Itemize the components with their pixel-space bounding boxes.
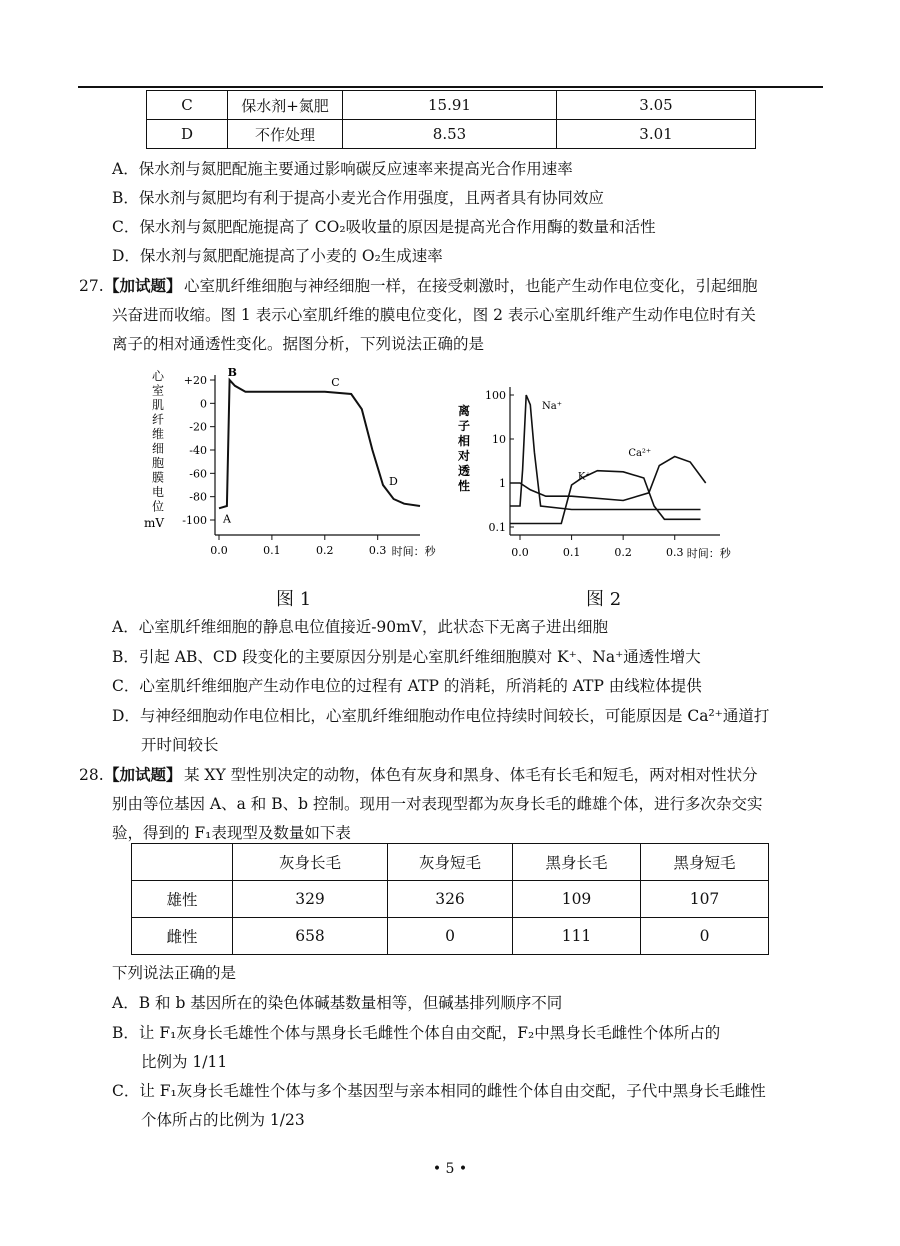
figure1-ylabel-char: 胞 xyxy=(152,456,165,470)
figure1-ytick-label: 0 xyxy=(200,397,207,411)
figure2-xtick-label: 0.1 xyxy=(562,546,581,559)
figure2-ytick-label: 100 xyxy=(485,389,506,402)
figure2-xtick-label: 0.2 xyxy=(614,546,632,559)
figure2-ca-label: Ca²⁺ xyxy=(628,447,652,459)
figure1-xtick-label: 0.0 xyxy=(210,544,228,557)
q26-option-b: B．保水剂与氮肥均有利于提高小麦光合作用强度，且两者具有协同效应 xyxy=(112,189,604,207)
f1-phenotype-table xyxy=(131,843,769,955)
table-cell: 15.91 xyxy=(343,91,557,120)
figure2-ca-line xyxy=(510,471,701,524)
table-cell: 658 xyxy=(233,918,388,955)
figure1-ylabel-char: 细 xyxy=(152,441,165,456)
q26-option-c: C．保水剂与氮肥配施提高了 CO₂吸收量的原因是提高光合作用酶的数量和活性 xyxy=(112,218,656,236)
q28-option-a: A．B 和 b 基因所在的染色体碱基数量相等，但碱基排列顺序不同 xyxy=(112,994,563,1012)
table-row xyxy=(147,120,756,149)
table-cell: 107 xyxy=(641,881,769,918)
figure2-ylabel-char: 离 xyxy=(458,404,471,418)
figure2-xticks xyxy=(511,535,683,559)
q28-stem-line: 某 XY 型性别决定的动物，体色有灰身和黑身、体毛有长毛和短毛，两对相对性状分 xyxy=(184,766,758,784)
table-cell: 3.05 xyxy=(557,91,756,120)
figure2-caption: 图 2 xyxy=(586,589,622,610)
figure2-ytick-label: 0.1 xyxy=(488,521,506,534)
figure1-ylabel-char: 心 xyxy=(152,369,165,383)
figure1-xticks xyxy=(210,535,386,557)
figure1-ylabel-char: 位 xyxy=(152,499,165,514)
figure1-point-c: C xyxy=(331,376,340,389)
q28-option-c-cont: 个体所占的比例为 1/23 xyxy=(141,1111,305,1129)
q28-option-c: C．让 F₁灰身长毛雄性个体与多个基因型与亲本相同的雌性个体自由交配，子代中黑身长毛雌性 xyxy=(112,1082,766,1100)
q28-stem-line: 验，得到的 F₁表现型及数量如下表 xyxy=(112,824,351,842)
figure2-chart xyxy=(450,375,750,570)
figure2-ylabel xyxy=(457,403,470,493)
table-header-cell: 黑身短毛 xyxy=(641,844,769,881)
table-header-cell: 灰身长毛 xyxy=(233,844,388,881)
figure1-ylabel-char: 维 xyxy=(152,427,165,441)
figure1-ytick-label: -60 xyxy=(189,467,207,481)
q27-tag: 【加试题】 xyxy=(104,276,182,295)
figure1-xtick-label: 0.1 xyxy=(263,544,281,557)
figure1-point-a: A xyxy=(223,512,231,526)
figure1-ylabel-char: 肌 xyxy=(152,398,165,412)
figure1-xlabel: 时间：秒 xyxy=(391,545,436,558)
table-cell: 326 xyxy=(388,881,513,918)
q28-option-b: B．让 F₁灰身长毛雄性个体与黑身长毛雌性个体自由交配，F₂中黑身长毛雌性个体所占的 xyxy=(112,1024,721,1042)
q28-tag: 【加试题】 xyxy=(104,765,182,784)
table-cell: C xyxy=(147,91,228,120)
figure1-ytick-label: -100 xyxy=(182,514,207,527)
table-cell: 雌性 xyxy=(132,918,233,955)
table-cell: 3.01 xyxy=(557,120,756,149)
figure1-caption: 图 1 xyxy=(276,589,312,610)
q27-stem-line: 心室肌纤维细胞与神经细胞一样，在接受刺激时，也能产生动作电位变化，引起细胞 xyxy=(184,277,758,295)
figure1-ytick-label: -40 xyxy=(189,444,207,457)
q28-option-b-cont: 比例为 1/11 xyxy=(141,1053,228,1071)
q27-option-b: B．引起 AB、CD 段变化的主要原因分别是心室肌纤维细胞膜对 K⁺、Na⁺通透性增大 xyxy=(112,648,701,666)
header-rule xyxy=(78,86,823,88)
q28-lead: 下列说法正确的是 xyxy=(112,964,237,982)
table-row xyxy=(147,91,756,120)
q26-option-d: D．保水剂与氮肥配施提高了小麦的 O₂生成速率 xyxy=(112,247,443,265)
figure1-xtick-label: 0.3 xyxy=(368,544,387,557)
figure1-ytick-label: +20 xyxy=(183,374,207,387)
q27-option-d-cont: 开时间较长 xyxy=(141,736,219,754)
table-cell: 8.53 xyxy=(343,120,557,149)
figure2-k-line xyxy=(510,457,706,501)
figure2-k-label: K⁺ xyxy=(577,471,591,483)
figure1-xtick-label: 0.2 xyxy=(316,544,334,557)
figure2-ylabel-char: 性 xyxy=(458,479,471,493)
table-row xyxy=(132,881,769,918)
figure1-ylabel-char: 电 xyxy=(152,485,165,499)
figure1-point-b: B xyxy=(227,366,237,379)
table-cell: 329 xyxy=(233,881,388,918)
table-header-cell: 灰身短毛 xyxy=(388,844,513,881)
table-cell: D xyxy=(147,120,228,149)
figure2-xtick-label: 0.0 xyxy=(511,546,529,559)
figure2-ylabel-char: 透 xyxy=(458,464,471,478)
figure1-ylabel-char: 膜 xyxy=(152,470,165,485)
q27-number: 27. xyxy=(79,277,104,295)
table-cell: 109 xyxy=(513,881,641,918)
figure2-ytick-label: 10 xyxy=(492,433,506,446)
q28-number: 28. xyxy=(79,766,104,784)
figure2-na-label: Na⁺ xyxy=(542,400,563,412)
figure2-ytick-label: 1 xyxy=(499,477,506,490)
figure1-ylabel-char: 纤 xyxy=(152,412,165,427)
table-cell: 0 xyxy=(641,918,769,955)
figure1-ytick-label: -80 xyxy=(189,490,207,504)
table-cell: 保水剂+氮肥 xyxy=(228,91,343,120)
table-header-row xyxy=(132,844,769,881)
figure1-yunit: mV xyxy=(144,516,165,530)
figure1-ytick-label: -20 xyxy=(189,420,207,434)
figure1-chart xyxy=(140,365,440,570)
page-number: • 5 • xyxy=(432,1161,468,1177)
q27-option-a: A．心室肌纤维细胞的静息电位值接近-90mV，此状态下无离子进出细胞 xyxy=(112,618,609,636)
table-cell: 0 xyxy=(388,918,513,955)
q27-option-d: D．与神经细胞动作电位相比，心室肌纤维细胞动作电位持续时间较长，可能原因是 Ca²⁺通道打 xyxy=(112,707,770,725)
table-cell: 111 xyxy=(513,918,641,955)
q28-stem-line: 别由等位基因 A、a 和 B、b 控制。现用一对表现型都为灰身长毛的雌雄个体，进行多次杂交实 xyxy=(112,795,763,813)
figure2-xlabel: 时间：秒 xyxy=(686,547,731,560)
q27-stem-line: 兴奋进而收缩。图 1 表示心室肌纤维的膜电位变化，图 2 表示心室肌纤维产生动作电位时有关 xyxy=(112,306,756,324)
treatment-table xyxy=(146,90,756,149)
table-header-cell: 黑身长毛 xyxy=(513,844,641,881)
figure1-yticks xyxy=(182,374,215,527)
table-header-cell xyxy=(132,844,233,881)
figure2-ylabel-char: 相 xyxy=(458,434,471,448)
table-row xyxy=(132,918,769,955)
table-cell: 雄性 xyxy=(132,881,233,918)
q26-option-a: A．保水剂与氮肥配施主要通过影响碳反应速率来提高光合作用速率 xyxy=(112,160,573,178)
figure2-ylabel-char: 对 xyxy=(458,449,471,463)
figure1-ylabel xyxy=(144,369,165,530)
table-cell: 不作处理 xyxy=(228,120,343,149)
figure1-membrane-potential-line xyxy=(219,380,420,508)
q27-option-c: C．心室肌纤维细胞产生动作电位的过程有 ATP 的消耗，所消耗的 ATP 由线粒体提供 xyxy=(112,677,702,695)
figure2-xtick-label: 0.3 xyxy=(665,546,684,559)
figure2-ylabel-char: 子 xyxy=(458,419,471,433)
figure1-ylabel-char: 室 xyxy=(152,383,165,398)
q27-stem-line: 离子的相对通透性变化。据图分析，下列说法正确的是 xyxy=(112,335,485,353)
figure1-point-d: D xyxy=(388,475,398,488)
